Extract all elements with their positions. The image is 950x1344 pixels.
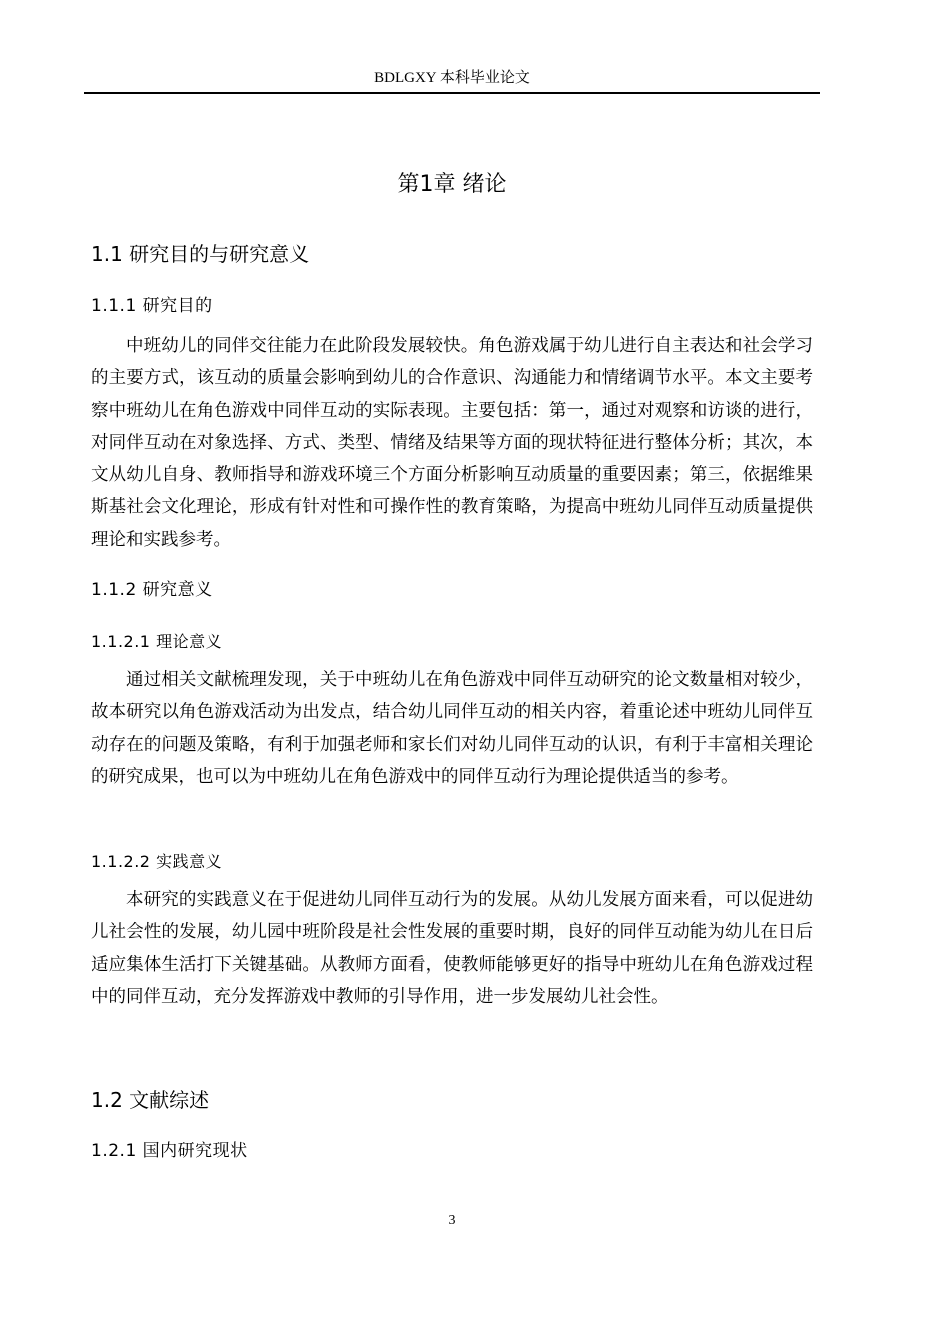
section-heading-1-2: 1.2 文献综述 [91, 1088, 210, 1112]
paragraph-research-purpose: 中班幼儿的同伴交往能力在此阶段发展较快。角色游戏属于幼儿进行自主表达和社会学习的主要方式，该互动的质量会影响到幼儿的合作意识、沟通能力和情绪调节水平。本文主要考察中班幼儿在角色游戏中同伴互动的实际表现。主要包括：第一，通过对观察和访谈的进行，对同伴互动在对象选择、方式、类型、情绪及结果等方面的现状特征进行整体分析；其次，本文从幼儿自身、教师指导和游戏环境三个方面分析影响互动质量的重要因素；第三，依据维果斯基社会文化理论，形成有针对性和可操作性的教育策略，为提高中班幼儿同伴互动质量提供理论和实践参考。 [91, 336, 813, 550]
section-heading-1-1-2-2: 1.1.2.2 实践意义 [91, 852, 223, 871]
paragraph-practical-significance: 本研究的实践意义在于促进幼儿同伴互动行为的发展。从幼儿发展方面来看，可以促进幼儿社会性的发展，幼儿园中班阶段是社会性发展的重要时期，良好的同伴互动能为幼儿在日后适应集体生活打下关键基础。从教师方面看，使教师能够更好的指导中班幼儿在角色游戏过程中的同伴互动，充分发挥游戏中教师的引导作用，进一步发展幼儿社会性。 [91, 890, 813, 1007]
section-heading-1-1-1: 1.1.1 研究目的 [91, 296, 213, 316]
section-heading-1-1-2: 1.1.2 研究意义 [91, 580, 213, 600]
section-heading-1-1: 1.1 研究目的与研究意义 [91, 242, 310, 266]
section-heading-1-2-1: 1.2.1 国内研究现状 [91, 1141, 248, 1161]
running-header: BDLGXY 本科毕业论文 [374, 70, 530, 86]
header-rule [84, 92, 820, 94]
page-number: 3 [448, 1213, 456, 1228]
section-heading-1-1-2-1: 1.1.2.1 理论意义 [91, 632, 223, 651]
chapter-title: 第1章 绪论 [397, 172, 507, 197]
paragraph-theoretical-significance: 通过相关文献梳理发现，关于中班幼儿在角色游戏中同伴互动研究的论文数量相对较少，故本研究以角色游戏活动为出发点，结合幼儿同伴互动的相关内容，着重论述中班幼儿同伴互动存在的问题及策略，有利于加强老师和家长们对幼儿同伴互动的认识，有利于丰富相关理论的研究成果，也可以为中班幼儿在角色游戏中的同伴互动行为理论提供适当的参考。 [91, 670, 813, 787]
